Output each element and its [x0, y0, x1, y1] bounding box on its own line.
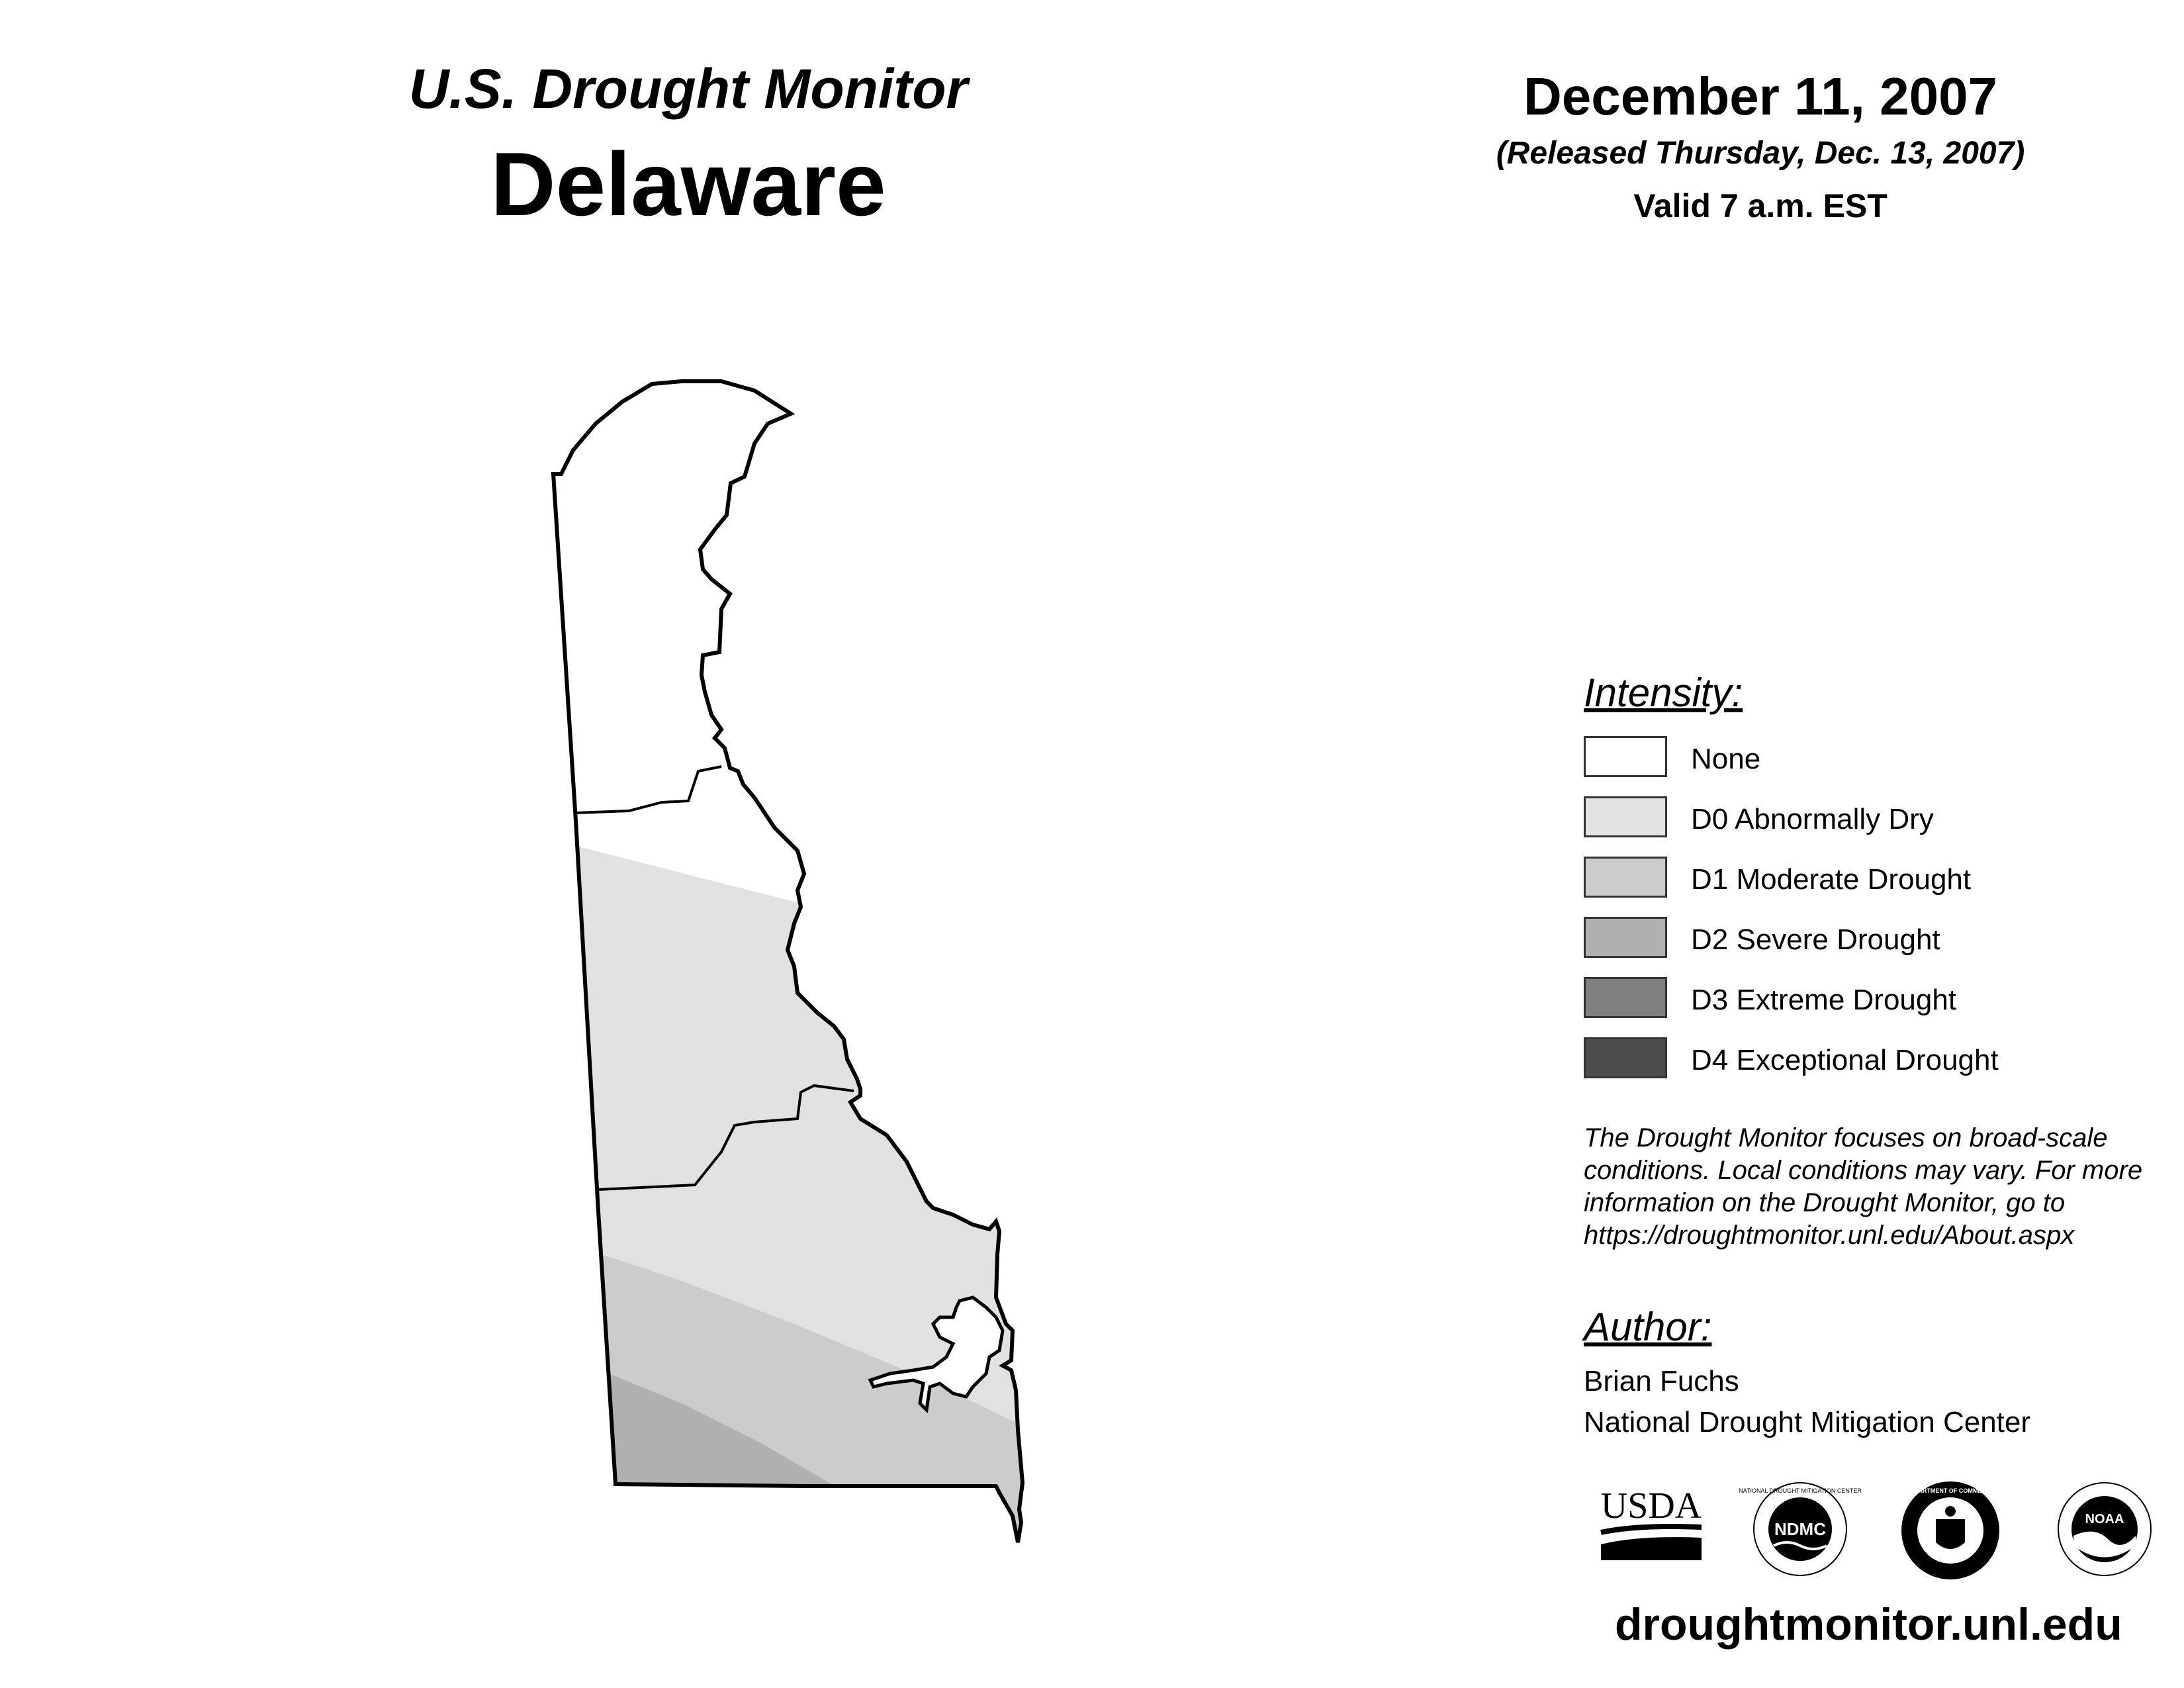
usda-logo: [1598, 1486, 1704, 1566]
legend-label: D3 Extreme Drought: [1691, 984, 1957, 1016]
map-title: U.S. Drought Monitor: [408, 58, 968, 120]
legend-label: D1 Moderate Drought: [1691, 863, 1972, 896]
legend-swatch: [1584, 796, 1667, 837]
legend-label: None: [1691, 743, 1761, 775]
legend-item-d3: [1584, 977, 2126, 1037]
legend-swatch: [1584, 1037, 1667, 1078]
noaa-logo-text: NOAA: [2085, 1512, 2124, 1526]
legend-label: D2 Severe Drought: [1691, 923, 1940, 956]
legend-item-d2: [1584, 917, 2126, 977]
legend: [1584, 736, 2126, 1098]
legend-label: D0 Abnormally Dry: [1691, 803, 1934, 835]
legend-swatch: [1584, 977, 1667, 1018]
disclaimer-note: The Drought Monitor focuses on broad-scale conditions. Local conditions may vary. For more information on the Drought Monitor, go to https://droughtmonitor.unl.edu/About.aspx: [1584, 1123, 2143, 1250]
legend-item-d0: [1584, 796, 2126, 857]
valid-time: Valid 7 a.m. EST: [1633, 187, 1888, 224]
website-url[interactable]: droughtmonitor.unl.edu: [1615, 1599, 2122, 1650]
commerce-seal: [1899, 1479, 2002, 1582]
legend-swatch: [1584, 736, 1667, 777]
legend-item-none: [1584, 736, 2126, 796]
author-name: Brian Fuchs: [1584, 1365, 1739, 1397]
valid-date: December 11, 2007: [1523, 67, 1998, 126]
usda-logo-text: USDA: [1600, 1485, 1702, 1526]
legend-swatch: [1584, 917, 1667, 958]
noaa-logo: [2055, 1479, 2154, 1579]
legend-item-d1: [1584, 857, 2126, 917]
legend-heading: Intensity:: [1584, 671, 1743, 715]
ndmc-ring-text: NATIONAL DROUGHT MITIGATION CENTER: [1739, 1487, 1862, 1494]
commerce-ring-text: DEPARTMENT OF COMMERCE: [1906, 1487, 1995, 1494]
author-organization: National Drought Mitigation Center: [1584, 1406, 2031, 1438]
state-name: Delaware: [490, 134, 886, 234]
ndmc-logo-text: NDMC: [1774, 1519, 1826, 1539]
legend-item-d4: [1584, 1037, 2126, 1098]
ndmc-logo: [1739, 1479, 1862, 1579]
release-date: (Released Thursday, Dec. 13, 2007): [1496, 136, 2025, 171]
author-heading: Author:: [1584, 1305, 1712, 1349]
legend-label: D4 Exceptional Drought: [1691, 1044, 1999, 1076]
legend-swatch: [1584, 857, 1667, 898]
